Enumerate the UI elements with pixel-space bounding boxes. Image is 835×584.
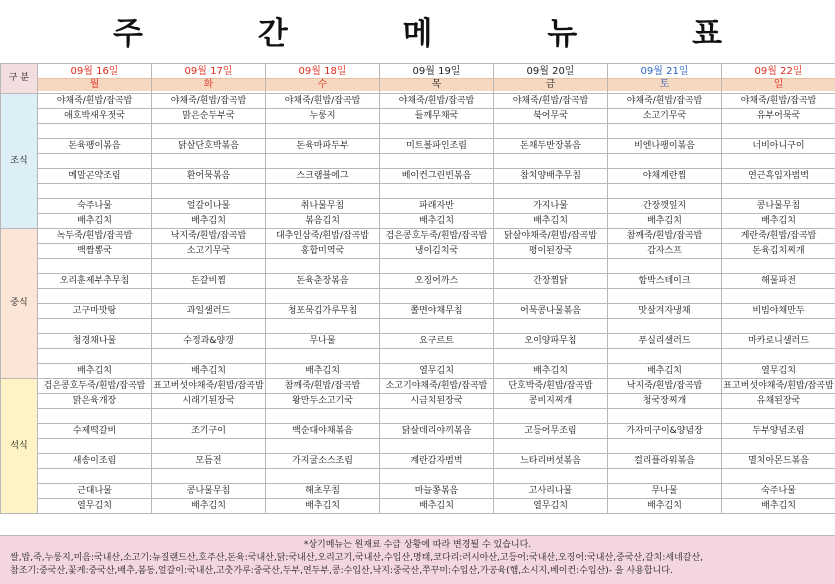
menu-cell: 비빔야채만두 <box>722 304 835 319</box>
footer-notice <box>0 535 835 584</box>
menu-cell <box>608 409 722 424</box>
menu-cell <box>380 469 494 484</box>
menu-row <box>1 259 835 274</box>
menu-cell <box>266 439 380 454</box>
menu-cell: 배추김치 <box>608 214 722 229</box>
menu-row <box>1 289 835 304</box>
menu-cell <box>722 184 835 199</box>
menu-cell: 비엔나팽이볶음 <box>608 139 722 154</box>
menu-cell: 열무김치 <box>380 364 494 379</box>
menu-cell: 숙주나물 <box>38 199 152 214</box>
menu-cell: 파래자반 <box>380 199 494 214</box>
menu-cell <box>266 259 380 274</box>
day-date: 09월 22일 <box>754 66 803 77</box>
menu-cell: 새송이조림 <box>38 454 152 469</box>
day-date: 09월 18일 <box>298 66 347 77</box>
menu-cell <box>152 469 266 484</box>
menu-cell <box>494 349 608 364</box>
menu-cell: 배추김치 <box>152 214 266 229</box>
menu-cell <box>266 154 380 169</box>
menu-cell: 소고기무국 <box>608 109 722 124</box>
menu-cell: 닭살데리야끼볶음 <box>380 424 494 439</box>
day-date: 09월 20일 <box>526 66 575 77</box>
day-of-week: 목 <box>380 78 493 91</box>
day-date: 09월 19일 <box>412 66 461 77</box>
menu-row <box>1 139 835 154</box>
menu-cell <box>608 259 722 274</box>
menu-cell <box>38 289 152 304</box>
menu-cell: 숙주나물 <box>722 484 835 499</box>
menu-cell: 청포묵김가루무침 <box>266 304 380 319</box>
menu-cell: 가자미구이&양념장 <box>608 424 722 439</box>
menu-row <box>1 469 835 484</box>
menu-cell: 배추김치 <box>722 499 835 514</box>
menu-cell: 마늘쫑볶음 <box>380 484 494 499</box>
menu-cell: 낙지죽/흰밥/잡곡밥 <box>608 379 722 394</box>
menu-cell: 베이컨그린빈볶음 <box>380 169 494 184</box>
menu-row <box>1 184 835 199</box>
menu-cell <box>494 439 608 454</box>
menu-cell: 청국장찌개 <box>608 394 722 409</box>
menu-cell: 배추김치 <box>380 499 494 514</box>
menu-cell: 시래기된장국 <box>152 394 266 409</box>
menu-cell <box>494 319 608 334</box>
menu-cell <box>722 124 835 139</box>
menu-row <box>1 349 835 364</box>
menu-cell: 배추김치 <box>722 214 835 229</box>
menu-cell: 유채된장국 <box>722 394 835 409</box>
menu-cell: 배추김치 <box>266 499 380 514</box>
menu-row <box>1 364 835 379</box>
menu-cell: 단호박죽/흰밥/잡곡밥 <box>494 379 608 394</box>
menu-cell: 평이된장국 <box>494 244 608 259</box>
menu-cell: 배추김치 <box>608 499 722 514</box>
menu-cell: 계란감자범벅 <box>380 454 494 469</box>
menu-cell: 청경채나물 <box>38 334 152 349</box>
menu-row <box>1 94 835 109</box>
menu-cell: 돈육춘장볶음 <box>266 274 380 289</box>
meal-label: 조식 <box>1 94 38 229</box>
menu-cell: 열무김치 <box>722 364 835 379</box>
menu-cell <box>152 319 266 334</box>
menu-cell: 스크램블에그 <box>266 169 380 184</box>
menu-cell: 간장깻잎지 <box>608 199 722 214</box>
menu-row <box>1 499 835 514</box>
menu-cell: 소고기야채죽/흰밥/잡곡밥 <box>380 379 494 394</box>
menu-cell: 무나물 <box>608 484 722 499</box>
menu-cell <box>494 184 608 199</box>
menu-cell: 과일샐러드 <box>152 304 266 319</box>
menu-cell: 열무김치 <box>38 499 152 514</box>
menu-cell <box>380 289 494 304</box>
menu-cell <box>722 469 835 484</box>
menu-cell: 오이양파무침 <box>494 334 608 349</box>
menu-cell: 돈육팽이볶음 <box>38 139 152 154</box>
menu-cell <box>494 124 608 139</box>
menu-cell <box>152 124 266 139</box>
menu-cell: 야채죽/흰밥/잡곡밥 <box>380 94 494 109</box>
menu-cell: 소고기무국 <box>152 244 266 259</box>
menu-cell: 냉이김치국 <box>380 244 494 259</box>
menu-cell: 콩비지찌개 <box>494 394 608 409</box>
menu-row <box>1 304 835 319</box>
menu-cell: 닭살단호박볶음 <box>152 139 266 154</box>
menu-row <box>1 109 835 124</box>
menu-cell <box>380 259 494 274</box>
menu-cell: 유부어묵국 <box>722 109 835 124</box>
menu-cell: 고사리나물 <box>494 484 608 499</box>
day-header <box>152 64 266 94</box>
day-of-week: 수 <box>266 78 379 91</box>
menu-cell <box>38 184 152 199</box>
menu-cell: 백순대야채볶음 <box>266 424 380 439</box>
menu-cell: 녹두죽/흰밥/잡곡밥 <box>38 229 152 244</box>
menu-cell: 왕만두소고기국 <box>266 394 380 409</box>
menu-cell: 시금치된장국 <box>380 394 494 409</box>
day-header <box>38 64 152 94</box>
menu-cell <box>608 124 722 139</box>
menu-cell <box>266 409 380 424</box>
menu-cell: 연근흑임자범벅 <box>722 169 835 184</box>
menu-cell: 수정과&양갱 <box>152 334 266 349</box>
menu-cell <box>380 124 494 139</box>
menu-row <box>1 409 835 424</box>
menu-cell: 북어무국 <box>494 109 608 124</box>
menu-cell <box>494 409 608 424</box>
menu-cell: 얼갈이나물 <box>152 199 266 214</box>
day-of-week: 토 <box>608 78 721 91</box>
menu-row <box>1 154 835 169</box>
menu-cell: 고등어무조림 <box>494 424 608 439</box>
day-date: 09월 16일 <box>70 66 119 77</box>
menu-row <box>1 439 835 454</box>
menu-cell: 게란죽/흰밥/잡곡밥 <box>722 229 835 244</box>
menu-cell: 어묵콩나물볶음 <box>494 304 608 319</box>
menu-cell: 맛살겨자냉채 <box>608 304 722 319</box>
menu-cell: 취나물무침 <box>266 199 380 214</box>
menu-cell: 배추김치 <box>266 364 380 379</box>
header-label: 구 분 <box>1 64 38 94</box>
menu-cell <box>608 289 722 304</box>
menu-cell <box>266 184 380 199</box>
menu-cell <box>380 409 494 424</box>
menu-cell: 대추인삼죽/흰밥/잡곡밥 <box>266 229 380 244</box>
menu-cell <box>152 439 266 454</box>
menu-cell <box>152 349 266 364</box>
day-header <box>380 64 494 94</box>
menu-cell <box>608 319 722 334</box>
menu-cell: 백짬뽕국 <box>38 244 152 259</box>
menu-cell: 해초무침 <box>266 484 380 499</box>
menu-cell <box>494 469 608 484</box>
menu-cell <box>152 259 266 274</box>
menu-row <box>1 124 835 139</box>
menu-cell: 콩나물무침 <box>152 484 266 499</box>
menu-cell <box>38 319 152 334</box>
menu-cell: 누룽지 <box>266 109 380 124</box>
menu-cell <box>380 154 494 169</box>
menu-row <box>1 244 835 259</box>
menu-row <box>1 454 835 469</box>
weekly-menu-table <box>0 63 835 514</box>
menu-cell: 가지굴소스조림 <box>266 454 380 469</box>
menu-cell <box>266 349 380 364</box>
menu-cell: 수제떡갈비 <box>38 424 152 439</box>
menu-cell: 돈갈비찜 <box>152 274 266 289</box>
menu-cell <box>152 184 266 199</box>
menu-cell <box>722 409 835 424</box>
menu-cell: 배추김치 <box>494 214 608 229</box>
menu-cell: 검은콩호두죽/흰밥/잡곡밥 <box>380 229 494 244</box>
menu-row <box>1 394 835 409</box>
menu-cell: 맑은육개장 <box>38 394 152 409</box>
menu-cell <box>722 289 835 304</box>
menu-cell <box>38 409 152 424</box>
menu-cell: 근대나물 <box>38 484 152 499</box>
day-date: 09월 21일 <box>640 66 689 77</box>
day-header <box>722 64 835 94</box>
menu-cell: 오징어까스 <box>380 274 494 289</box>
header-row <box>1 64 835 94</box>
menu-cell: 야채죽/흰밥/잡곡밥 <box>266 94 380 109</box>
page-title: 주 간 메 뉴 표 <box>113 15 774 52</box>
menu-cell: 배추김치 <box>608 364 722 379</box>
menu-cell <box>380 184 494 199</box>
menu-cell <box>722 349 835 364</box>
menu-row <box>1 169 835 184</box>
menu-cell: 표고버섯야채죽/흰밥/잡곡밥 <box>152 379 266 394</box>
menu-cell: 야채죽/흰밥/잡곡밥 <box>608 94 722 109</box>
menu-cell: 메말곤약조림 <box>38 169 152 184</box>
day-header <box>608 64 722 94</box>
menu-row <box>1 214 835 229</box>
menu-cell <box>494 289 608 304</box>
menu-cell: 야채죽/흰밥/잡곡밥 <box>722 94 835 109</box>
day-of-week: 화 <box>152 78 265 91</box>
menu-cell <box>38 349 152 364</box>
menu-cell: 감자스프 <box>608 244 722 259</box>
day-of-week: 일 <box>722 78 835 91</box>
menu-cell: 해물파전 <box>722 274 835 289</box>
menu-cell: 가지나물 <box>494 199 608 214</box>
menu-cell <box>608 184 722 199</box>
menu-cell <box>38 154 152 169</box>
menu-cell: 닭살야채죽/흰밥/잡곡밥 <box>494 229 608 244</box>
menu-cell: 조기구이 <box>152 424 266 439</box>
menu-row <box>1 379 835 394</box>
menu-cell <box>152 289 266 304</box>
menu-row <box>1 199 835 214</box>
menu-cell: 표고버섯야채죽/흰밥/잡곡밥 <box>722 379 835 394</box>
menu-cell: 배추김치 <box>38 364 152 379</box>
menu-cell: 볶음김치 <box>266 214 380 229</box>
menu-cell <box>380 439 494 454</box>
menu-cell <box>608 154 722 169</box>
menu-cell <box>722 259 835 274</box>
menu-cell <box>152 154 266 169</box>
menu-row <box>1 229 835 244</box>
menu-cell: 배추김치 <box>494 364 608 379</box>
menu-cell: 컬리플라워볶음 <box>608 454 722 469</box>
menu-cell <box>722 439 835 454</box>
origin-text-2: 참조기:중국산,꽃게:중국산,배추,봄동,얼갈이:국내산,고춧가루:중국산,두부,연두부,콩:수입산,낙지:중국산,쭈꾸미:수입산,가공육(햄,소시지,베이컨:수입산)- 을 사용합니다. <box>10 566 673 576</box>
menu-cell: 쫄면야채무침 <box>380 304 494 319</box>
notice-text: *상기메뉴는 원재료 수급 상황에 따라 변경될 수 있습니다. <box>303 540 532 550</box>
menu-cell: 고구마맛탕 <box>38 304 152 319</box>
menu-cell <box>608 349 722 364</box>
menu-cell: 두부양념조림 <box>722 424 835 439</box>
menu-cell <box>38 124 152 139</box>
menu-cell: 느타리버섯볶음 <box>494 454 608 469</box>
day-of-week: 월 <box>38 78 151 91</box>
menu-row <box>1 274 835 289</box>
menu-row <box>1 334 835 349</box>
menu-cell: 참깨죽/흰밥/잡곡밥 <box>608 229 722 244</box>
menu-cell: 홍합미역국 <box>266 244 380 259</box>
menu-cell: 마카로니샐러드 <box>722 334 835 349</box>
menu-cell: 무나물 <box>266 334 380 349</box>
menu-cell: 돈육마파두부 <box>266 139 380 154</box>
menu-cell: 푸실리샐러드 <box>608 334 722 349</box>
menu-cell <box>722 154 835 169</box>
menu-cell: 애호박새우젓국 <box>38 109 152 124</box>
menu-cell: 콩나물무침 <box>722 199 835 214</box>
day-of-week: 금 <box>494 78 607 91</box>
menu-cell: 모듬전 <box>152 454 266 469</box>
menu-row <box>1 484 835 499</box>
menu-cell: 멸치아몬드볶음 <box>722 454 835 469</box>
menu-cell <box>266 124 380 139</box>
menu-cell <box>380 319 494 334</box>
menu-cell: 배추김치 <box>380 214 494 229</box>
menu-cell: 야채죽/흰밥/잡곡밥 <box>494 94 608 109</box>
menu-row <box>1 319 835 334</box>
menu-cell <box>38 439 152 454</box>
menu-cell: 오리훈제부추무침 <box>38 274 152 289</box>
menu-cell: 너비아니구이 <box>722 139 835 154</box>
day-header <box>266 64 380 94</box>
menu-cell <box>266 319 380 334</box>
menu-cell <box>266 289 380 304</box>
menu-cell <box>38 259 152 274</box>
menu-cell: 검은콩호두죽/흰밥/잡곡밥 <box>38 379 152 394</box>
menu-cell: 야채계란찜 <box>608 169 722 184</box>
menu-cell: 미트볼파인조림 <box>380 139 494 154</box>
menu-cell <box>152 409 266 424</box>
menu-row <box>1 424 835 439</box>
menu-cell: 참치양배추무침 <box>494 169 608 184</box>
menu-cell: 들깨무채국 <box>380 109 494 124</box>
menu-cell: 맑은순두부국 <box>152 109 266 124</box>
meal-label: 중식 <box>1 229 38 379</box>
menu-cell: 참깨죽/흰밥/잡곡밥 <box>266 379 380 394</box>
menu-cell: 배추김치 <box>152 499 266 514</box>
menu-cell: 야채죽/흰밥/잡곡밥 <box>152 94 266 109</box>
menu-cell <box>494 154 608 169</box>
menu-cell <box>722 319 835 334</box>
menu-cell: 함박스테이크 <box>608 274 722 289</box>
day-header <box>494 64 608 94</box>
menu-cell <box>38 469 152 484</box>
menu-cell: 돈육김치찌개 <box>722 244 835 259</box>
menu-cell: 돈채두반장볶음 <box>494 139 608 154</box>
menu-cell: 간장찜닭 <box>494 274 608 289</box>
day-date: 09월 17일 <box>184 66 233 77</box>
meal-label: 석식 <box>1 379 38 514</box>
menu-cell: 배추김치 <box>38 214 152 229</box>
menu-cell <box>608 469 722 484</box>
menu-cell: 낙지죽/흰밥/잡곡밥 <box>152 229 266 244</box>
menu-cell <box>608 439 722 454</box>
menu-cell <box>494 259 608 274</box>
menu-cell: 환어묵볶음 <box>152 169 266 184</box>
menu-cell: 배추김치 <box>152 364 266 379</box>
origin-text-1: 쌀,밥,죽,누룽지,미음:국내산,소고기:뉴질랜드산,호주산,돈육:국내산,닭:국내산,오리고기,국내산,수입산,명태,코다리:러시아산,고등어:국내산,오징어:국내산,중국산,갈치:세네갈산, <box>10 553 704 563</box>
menu-cell <box>266 469 380 484</box>
menu-cell: 야채죽/흰밥/잡곡밥 <box>38 94 152 109</box>
menu-cell <box>380 349 494 364</box>
menu-cell: 요구르트 <box>380 334 494 349</box>
menu-cell: 열무김치 <box>494 499 608 514</box>
